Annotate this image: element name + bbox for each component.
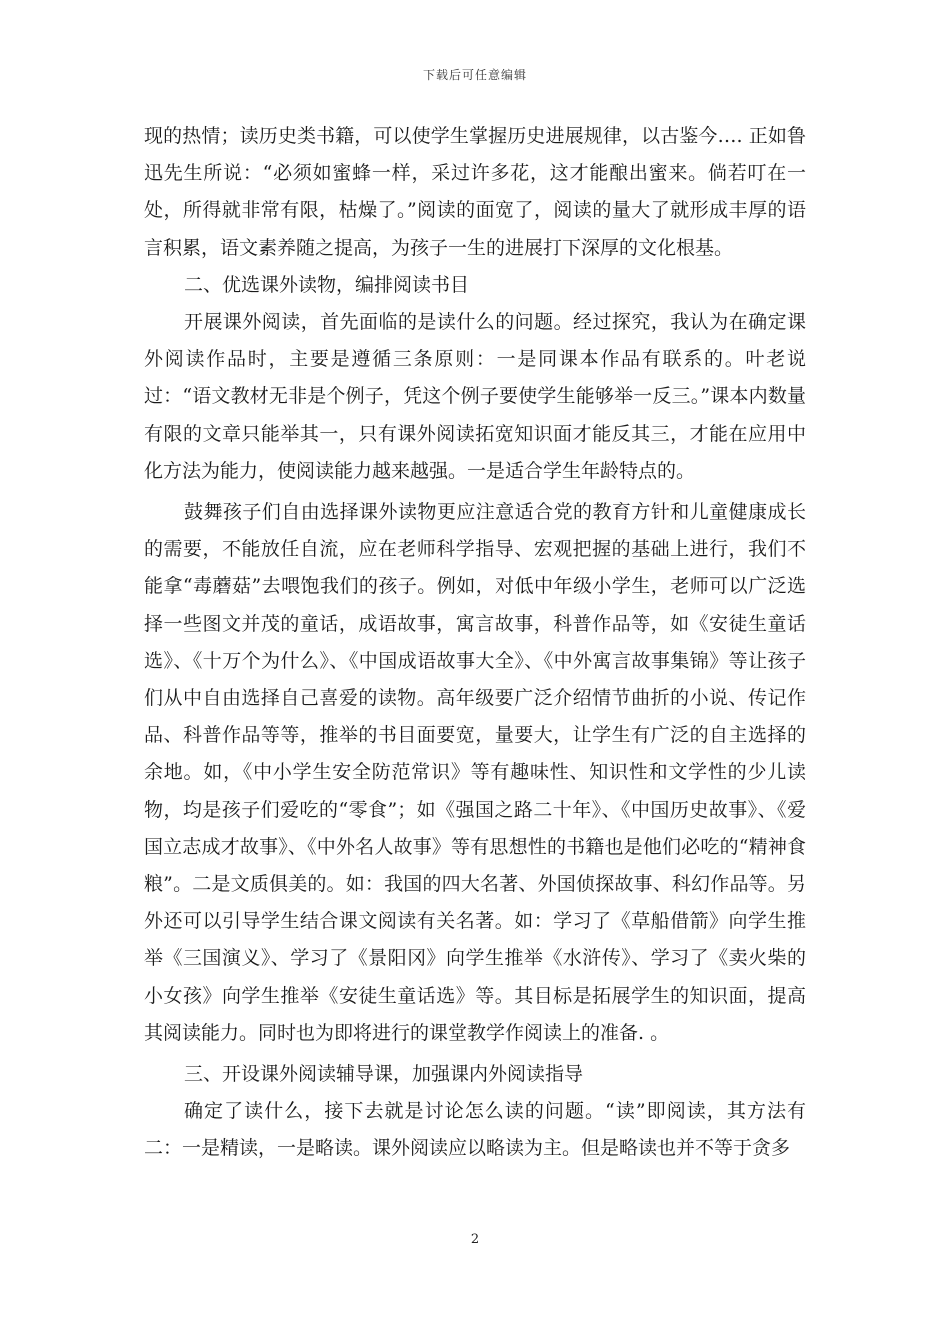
- paragraph-how-to-read: 确定了读什么，接下去就是讨论怎么读的问题。“读”即阅读，其方法有二：一是精读，一是略读。课外阅读应以略读为主。但是略读也并不等于贪多: [144, 1100, 806, 1160]
- paragraph-continuation: 现的热情；读历史类书籍，可以使学生掌握历史进展规律，以古鉴今…. 正如鲁迅先生所说：“必须如蜜蜂一样，采过许多花，这才能酿出蜜来。倘若叮在一处，所得就非常有限，枯燥了。”阅读的面宽了，阅读的量大了就形成丰厚的语言积累，语文素养随之提高，为孩子一生的进展打下深厚的文化根基。: [144, 125, 806, 259]
- paragraph-reading-selection: 鼓舞孩子们自由选择课外读物更应注意适合党的教育方针和儿童健康成长的需要，不能放任自流，应在老师科学指导、宏观把握的基础上进行，我们不能拿“毒蘑菇”去喂饱我们的孩子。例如，对低中年级小学生，老师可以广泛选择一些图文并茂的童话，成语故事，寓言故事，科普作品等，如《安徒生童话选》、《十万个为什么》、《中国成语故事大全》、《中外寓言故事集锦》等让孩子们从中自由选择自己喜爱的读物。高年级要广泛介绍情节曲折的小说、传记作品、科普作品等等，推举的书目面要宽，量要大，让学生有广泛的自主选择的余地。如，《中小学生安全防范常识》等有趣味性、知识性和文学性的少儿读物，均是孩子们爱吃的“零食”；如《强国之路二十年》、《中国历史故事》、《爱国立志成才故事》、《中外名人故事》等有思想性的书籍也是他们必吃的“精神食粮”。二是文质俱美的。如：我国的四大名著、外国侦探故事、科幻作品等。另外还可以引导学生结合课文阅读有关名著。如：学习了《草船借箭》向学生推举《三国演义》、学习了《景阳冈》向学生推举《水浒传》、学习了《卖火柴的小女孩》向学生推举《安徒生童话选》等。其目标是拓展学生的知识面，提高其阅读能力。同时也为即将进行的课堂教学作阅读上的准备. 。: [144, 501, 806, 1044]
- section-heading-3: 三、开设课外阅读辅导课，加强课内外阅读指导: [184, 1063, 584, 1086]
- page-header: 下载后可任意编辑: [422, 68, 527, 82]
- document-body: [144, 118, 806, 1168]
- paragraph-reading-principles: 开展课外阅读，首先面临的是读什么的问题。经过探究，我认为在确定课外阅读作品时，主要是遵循三条原则：一是同课本作品有联系的。叶老说过：“语文教材无非是个例子，凭这个例子要使学生能够举一反三。”课本内数量有限的文章只能举其一，只有课外阅读拓宽知识面才能反其三，才能在应用中化方法为能力，使阅读能力越来越强。一是适合学生年龄特点的。: [144, 311, 806, 482]
- section-heading-2: 二、优选课外读物，编排阅读书目: [184, 273, 470, 296]
- page-number: 2: [470, 1232, 480, 1247]
